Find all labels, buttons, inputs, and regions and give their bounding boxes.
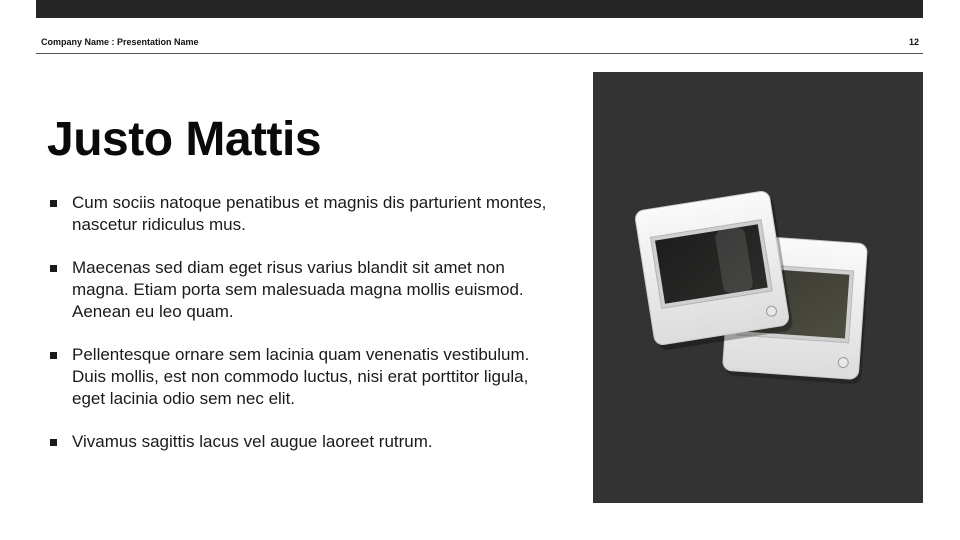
bullet-item	[50, 344, 550, 410]
bullet-square-icon	[50, 439, 57, 446]
slide-front	[634, 190, 794, 352]
image-placeholder[interactable]	[593, 72, 923, 503]
bullet-square-icon	[50, 265, 57, 272]
bullet-square-icon	[50, 352, 57, 359]
bullet-text: Pellentesque ornare sem lacinia quam venenatis vestibulum. Duis mollis, est non commodo luctus, nisi erat porttitor ligula, eget lacinia odio sem nec elit.	[72, 345, 530, 408]
slide-header	[36, 32, 923, 54]
bullet-text: Vivamus sagittis lacus vel augue laoreet rutrum.	[72, 432, 433, 451]
bullet-square-icon	[50, 200, 57, 207]
bullet-text: Maecenas sed diam eget risus varius blandit sit amet non magna. Etiam porta sem malesuada magna mollis euismod. Aenean eu leo quam.	[72, 258, 524, 321]
bullet-item	[50, 257, 550, 323]
bullet-list	[50, 192, 550, 474]
top-bar	[36, 0, 923, 18]
slide-title: Justo Mattis	[47, 113, 322, 166]
bullet-item	[50, 431, 550, 453]
presentation-name: Company Name : Presentation Name	[41, 37, 199, 47]
photo-slides-icon	[593, 72, 923, 503]
bullet-item	[50, 192, 550, 236]
bullet-text: Cum sociis natoque penatibus et magnis dis parturient montes, nascetur ridiculus mus.	[72, 193, 547, 234]
page-number: 12	[908, 37, 919, 47]
